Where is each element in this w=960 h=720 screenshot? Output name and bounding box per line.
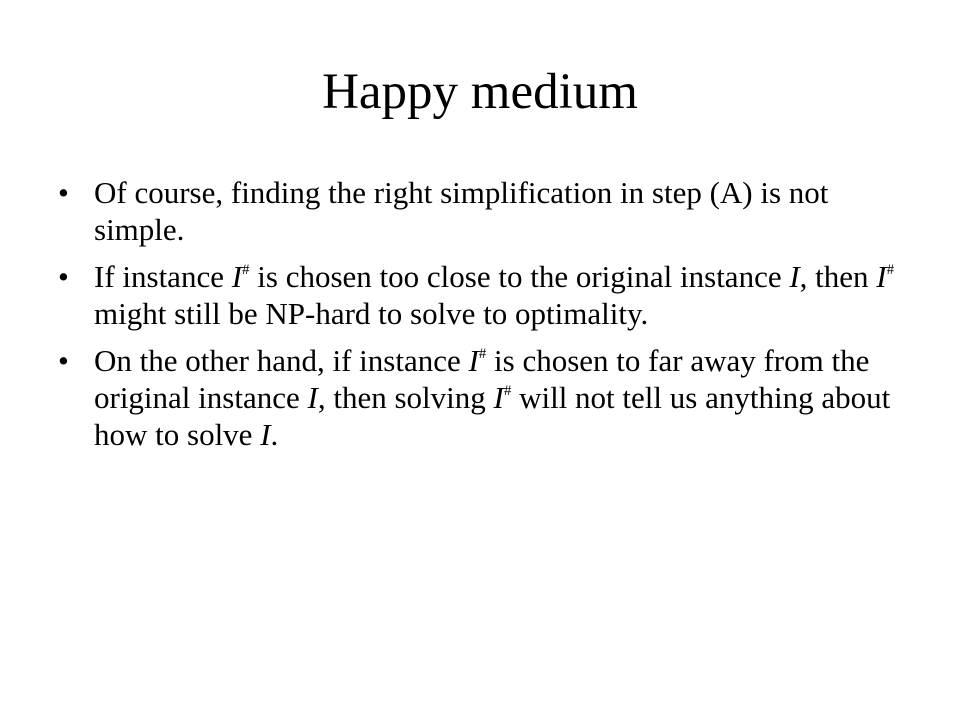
bullet-text: Of course, finding the right simplification in step (A) is not simple. xyxy=(94,175,829,247)
text-segment: If instance xyxy=(94,259,232,294)
text-segment: might still be NP-hard to solve to optimality. xyxy=(94,296,649,331)
text-segment: , then solving xyxy=(317,380,494,415)
superscript-hash: # xyxy=(242,262,250,278)
bullet-icon: • xyxy=(58,343,69,378)
bullet-item-3 xyxy=(58,342,898,453)
bullet-icon: • xyxy=(58,175,69,210)
slide-title: Happy medium xyxy=(322,64,638,120)
superscript-hash: # xyxy=(478,346,487,362)
superscript-hash: # xyxy=(886,262,895,278)
variable-i: I xyxy=(789,259,800,294)
bullet-item-2 xyxy=(58,258,898,332)
variable-i: I xyxy=(231,259,243,294)
variable-i: I xyxy=(468,343,479,378)
text-segment: . xyxy=(270,417,279,452)
bullet-list xyxy=(58,174,898,463)
text-segment: , then xyxy=(799,259,877,294)
variable-i: I xyxy=(260,417,271,452)
bullet-item-1 xyxy=(58,174,898,248)
variable-i: I xyxy=(876,259,887,294)
text-segment: On the other hand, if instance xyxy=(94,343,469,378)
text-segment: is chosen too close to the original instance xyxy=(249,259,790,294)
bullet-text xyxy=(94,259,894,331)
bullet-icon: • xyxy=(58,259,69,294)
bullet-text xyxy=(94,343,890,452)
superscript-hash: # xyxy=(503,383,512,399)
text-segment: will not tell us anything about how to solve xyxy=(94,380,891,452)
text-segment: is chosen to far away from the original instance xyxy=(94,343,870,415)
variable-i: I xyxy=(493,380,504,415)
variable-i: I xyxy=(307,380,318,415)
